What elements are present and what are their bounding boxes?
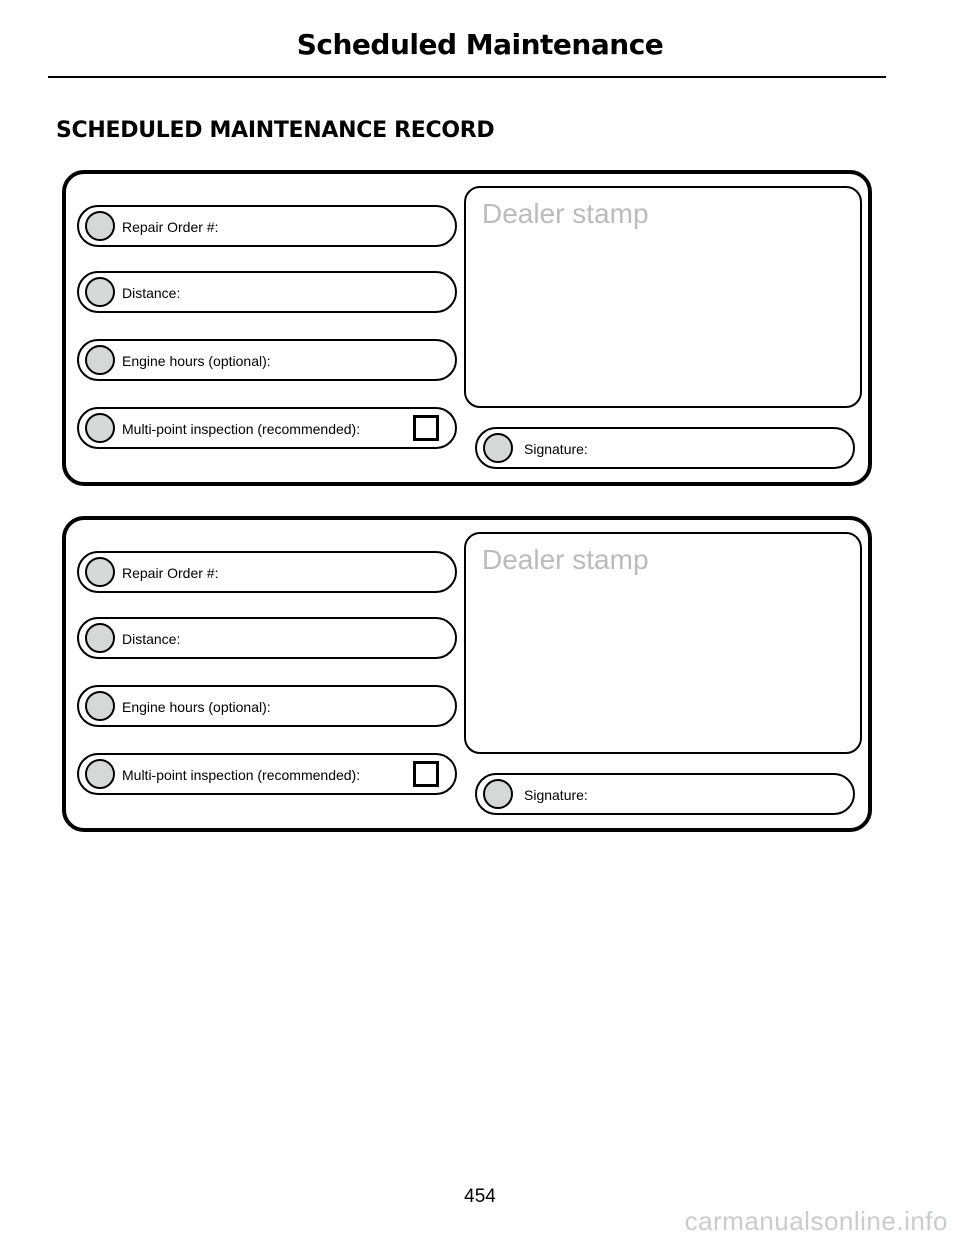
watermark: carmanualsonline.info — [684, 1206, 948, 1236]
multipoint-inspection-checkbox[interactable] — [413, 415, 439, 441]
signature-label: Signature: — [524, 441, 588, 457]
bullet-circle-icon — [483, 779, 513, 809]
multipoint-inspection-field — [77, 407, 457, 449]
page-title: Scheduled Maintenance — [296, 28, 664, 61]
distance-field[interactable] — [77, 617, 457, 659]
engine-hours-label: Engine hours (optional): — [122, 699, 271, 715]
bullet-circle-icon — [85, 413, 115, 443]
dealer-stamp-label: Dealer stamp — [482, 198, 649, 229]
header-divider — [48, 76, 886, 78]
bullet-circle-icon — [85, 759, 115, 789]
bullet-circle-icon — [85, 623, 115, 653]
multipoint-inspection-checkbox[interactable] — [413, 761, 439, 787]
bullet-circle-icon — [85, 557, 115, 587]
multipoint-inspection-label: Multi-point inspection (recommended): — [122, 767, 361, 783]
page-number: 454 — [464, 1186, 496, 1207]
bullet-circle-icon — [483, 433, 513, 463]
bullet-circle-icon — [85, 691, 115, 721]
multipoint-inspection-label: Multi-point inspection (recommended): — [122, 421, 361, 437]
engine-hours-label: Engine hours (optional): — [122, 353, 271, 369]
maintenance-record-card — [62, 170, 872, 486]
dealer-stamp-box — [464, 186, 862, 408]
signature-field[interactable] — [475, 773, 855, 815]
distance-field[interactable] — [77, 271, 457, 313]
engine-hours-field[interactable] — [77, 339, 457, 381]
section-title: SCHEDULED MAINTENANCE RECORD — [56, 118, 495, 143]
repair-order-label: Repair Order #: — [122, 219, 219, 235]
distance-label: Distance: — [122, 631, 181, 647]
bullet-circle-icon — [85, 345, 115, 375]
maintenance-record-card — [62, 516, 872, 832]
repair-order-label: Repair Order #: — [122, 565, 219, 581]
distance-label: Distance: — [122, 285, 181, 301]
signature-label: Signature: — [524, 787, 588, 803]
repair-order-field[interactable] — [77, 551, 457, 593]
signature-field[interactable] — [475, 427, 855, 469]
dealer-stamp-label: Dealer stamp — [482, 544, 649, 575]
bullet-circle-icon — [85, 277, 115, 307]
repair-order-field[interactable] — [77, 205, 457, 247]
dealer-stamp-box — [464, 532, 862, 754]
multipoint-inspection-field — [77, 753, 457, 795]
bullet-circle-icon — [85, 211, 115, 241]
engine-hours-field[interactable] — [77, 685, 457, 727]
